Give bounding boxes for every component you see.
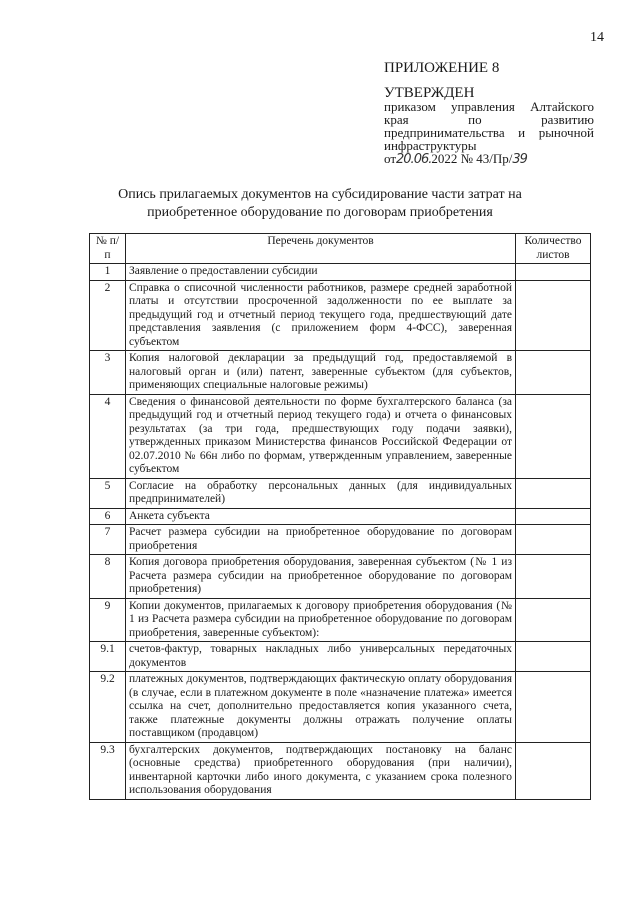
row-text: Заявление о предоставлении субсидии	[126, 264, 516, 281]
table-row	[90, 351, 591, 395]
row-qty	[516, 598, 591, 642]
table-row	[90, 672, 591, 743]
appendix-label: ПРИЛОЖЕНИЕ 8	[384, 60, 500, 76]
row-qty	[516, 264, 591, 281]
table-row	[90, 478, 591, 508]
order-date	[384, 152, 594, 166]
table-row	[90, 555, 591, 599]
documents-table	[89, 233, 591, 800]
table-row	[90, 742, 591, 799]
row-text: Копия договора приобретения оборудования, заверенная субъектом (№ 1 из Расчета размера субсидии на приобретенное оборудование по договорам приобретения)	[126, 555, 516, 599]
row-num: 9	[90, 598, 126, 642]
row-qty	[516, 508, 591, 525]
row-num: 9.3	[90, 742, 126, 799]
row-qty	[516, 280, 591, 351]
row-text: счетов-фактур, товарных накладных либо универсальных передаточных документов	[126, 642, 516, 672]
order-text: приказом управления Алтайского края по развитию предпринимательства и рыночной инфраструктуры	[384, 99, 594, 153]
date-prefix: от	[384, 151, 397, 166]
row-num: 8	[90, 555, 126, 599]
handwritten-number: 39	[512, 152, 527, 167]
header-qty: Количество листов	[516, 234, 591, 264]
row-qty	[516, 672, 591, 743]
table-header-row	[90, 234, 591, 264]
row-text: бухгалтерских документов, подтверждающих постановку на баланс (основные средства) приобретенного оборудования (при наличии), инвентарной карточки либо иного документа, с указанием срока полезного использования оборудования	[126, 742, 516, 799]
row-qty	[516, 351, 591, 395]
row-num: 6	[90, 508, 126, 525]
header-list: Перечень документов	[126, 234, 516, 264]
row-num: 1	[90, 264, 126, 281]
row-text: Справка о списочной численности работников, размере средней заработной платы и отсутствии просроченной задолженности по ее выплате за предыдущий год и отчетный период текущего года, предшествующий дате представления заявления (с приложением форм 4-ФСС), заверенная субъектом	[126, 280, 516, 351]
table-row	[90, 508, 591, 525]
row-qty	[516, 555, 591, 599]
row-num: 9.1	[90, 642, 126, 672]
header-num: № п/п	[90, 234, 126, 264]
row-text: Анкета субъекта	[126, 508, 516, 525]
approved-label: УТВЕРЖДЕН	[384, 85, 475, 101]
table-row	[90, 525, 591, 555]
row-num: 5	[90, 478, 126, 508]
row-qty	[516, 742, 591, 799]
table-row	[90, 642, 591, 672]
row-text: Расчет размера субсидии на приобретенное оборудование по договорам приобретения	[126, 525, 516, 555]
row-text: платежных документов, подтверждающих фактическую оплату оборудования (в случае, если в платежном документе в поле «назначение платежа» имеется ссылка на счет, дополнительно предоставляется копия указанного счета, также платежные документы должны отражать получение оплаты поставщиком (продавцом)	[126, 672, 516, 743]
row-text: Копия налоговой декларации за предыдущий год, предоставляемой в налоговый орган и (или) патент, заверенные субъектом (для субъектов, применяющих специальные налоговые режимы)	[126, 351, 516, 395]
date-year-number: 2022 № 43/Пр/	[431, 151, 513, 166]
row-text: Копии документов, прилагаемых к договору приобретения оборудования (№ 1 из Расчета размера субсидии на приобретенное оборудование по договорам приобретения, заверенные субъектом):	[126, 598, 516, 642]
row-num: 2	[90, 280, 126, 351]
table-row	[90, 394, 591, 478]
table-row	[90, 264, 591, 281]
handwritten-date: 20.06.	[396, 152, 432, 167]
row-num: 4	[90, 394, 126, 478]
row-text: Согласие на обработку персональных данных (для индивидуальных предпринимателей)	[126, 478, 516, 508]
row-qty	[516, 478, 591, 508]
row-qty	[516, 642, 591, 672]
table-row	[90, 280, 591, 351]
row-num: 9.2	[90, 672, 126, 743]
row-text: Сведения о финансовой деятельности по форме бухгалтерского баланса (за предыдущий год и отчетный период текущего года) и отчета о финансовых результатах (за три года, предшествующих году подачи заявки), утвержденных приказом Министерства финансов Российской Федерации от 02.07.2010 № 66н либо по формам, утвержденным управлением, заверенные субъектом	[126, 394, 516, 478]
document-title: Опись прилагаемых документов на субсидирование части затрат на приобретенное оборудование по договорам приобретения	[118, 187, 522, 220]
row-num: 7	[90, 525, 126, 555]
table-row	[90, 598, 591, 642]
approval-block	[384, 62, 594, 166]
row-qty	[516, 394, 591, 478]
row-qty	[516, 525, 591, 555]
page-number: 14	[590, 30, 604, 45]
row-num: 3	[90, 351, 126, 395]
